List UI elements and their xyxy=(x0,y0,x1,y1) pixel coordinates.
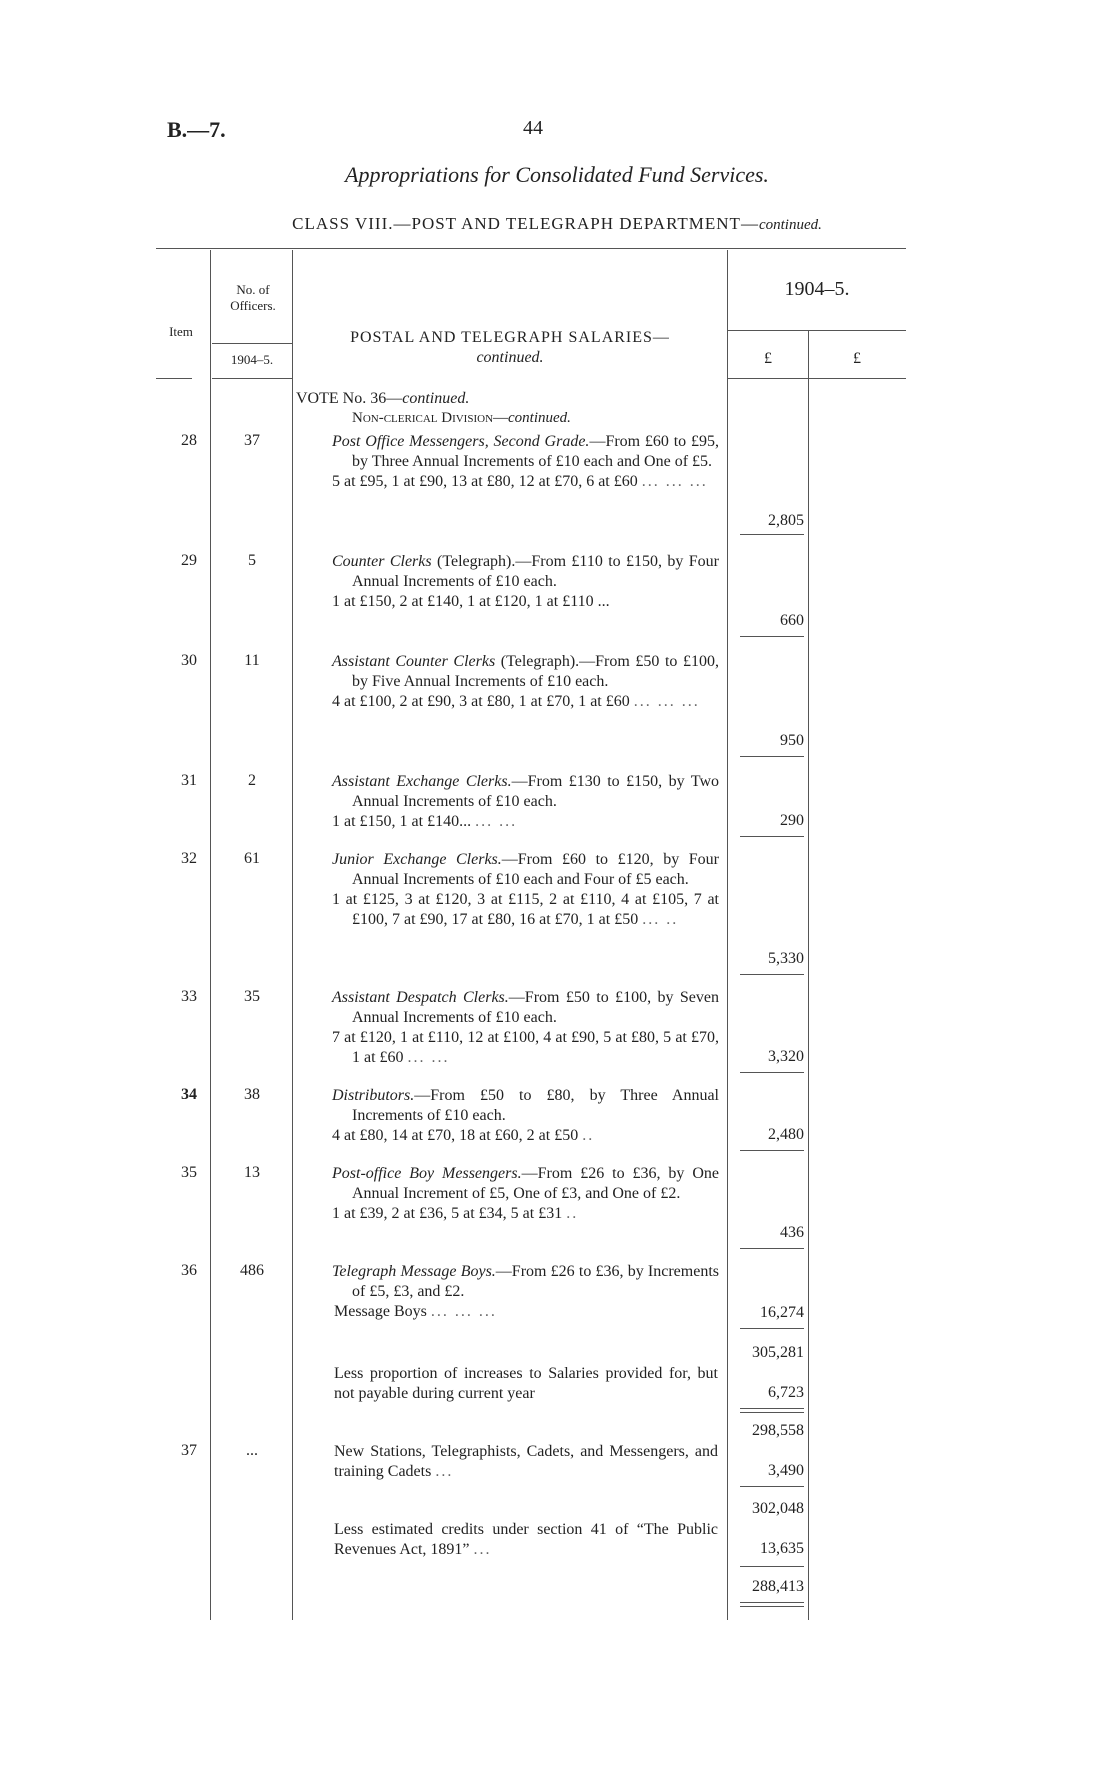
row-description: Counter Clerks (Telegraph).—From £110 to £150, by Four Annual Increments of £10 each. 1 at £150, 2 at £140, 1 at £120, 1 at £110 ... xyxy=(332,553,720,610)
row-amount: 3,320 xyxy=(768,1048,804,1065)
officer-count: 5 xyxy=(248,552,256,569)
officer-count: 61 xyxy=(244,850,260,867)
amount-rule xyxy=(740,636,804,637)
vote-heading: VOTE No. 36—continued. xyxy=(296,390,470,407)
new-stations-text: New Stations, Telegraphists, Cadets, and Messengers, and training Cadets ... xyxy=(334,1443,718,1480)
row-amount: 950 xyxy=(780,732,804,749)
less-increases-amount: 6,723 xyxy=(768,1384,804,1401)
amount-rule xyxy=(740,1486,804,1487)
officers-header-rule xyxy=(212,343,292,344)
row-amount: 16,274 xyxy=(760,1304,804,1321)
officer-count: 2 xyxy=(248,772,256,789)
table-top-rule xyxy=(156,248,906,249)
item-number: 37 xyxy=(181,1442,197,1459)
row-description: Distributors.—From £50 to £80, by Three Annual Increments of £10 each. 4 at £80, 14 at £70, 18 at £60, 2 at £50 .. xyxy=(332,1087,719,1144)
row-amount: 660 xyxy=(780,612,804,629)
amount-rule xyxy=(740,1606,804,1607)
year-column-header: 1904–5. xyxy=(784,278,850,300)
amount-rule xyxy=(740,1408,804,1409)
amount-header-bottom-rule xyxy=(728,378,906,379)
amount-rule xyxy=(740,534,804,535)
page-number: 44 xyxy=(523,117,543,139)
row-description: Assistant Exchange Clerks.—From £130 to £150, by Two Annual Increments of £10 each. 1 at £150, 1 at £140... ... ... xyxy=(332,773,719,830)
column-rule-officers xyxy=(292,250,293,1620)
row-description: Assistant Despatch Clerks.—From £50 to £100, by Seven Annual Increments of £10 each. 7 at £120, 1 at £110, 12 at £100, 4 at £90, 5 at £80, 5 at £70, 1 at £60 ... ... xyxy=(332,989,720,1066)
row-amount: 2,480 xyxy=(768,1126,804,1143)
row-amount: 290 xyxy=(780,812,804,829)
officer-count: 38 xyxy=(244,1086,260,1103)
officers-year-header: 1904–5. xyxy=(230,352,274,367)
amount-rule xyxy=(740,1072,804,1073)
item-number: 34 xyxy=(181,1086,197,1103)
item-column-header: Item xyxy=(169,324,193,339)
amount-rule xyxy=(740,1412,804,1413)
amount-rule xyxy=(740,974,804,975)
row-description: Telegraph Message Boys.—From £26 to £36, by Increments of £5, £3, and £2. Message Boys ... ... ... xyxy=(332,1263,719,1320)
amount-rule xyxy=(740,756,804,757)
item-number: 35 xyxy=(181,1164,197,1181)
column-rule-description xyxy=(727,250,728,1620)
item-number: 32 xyxy=(181,850,197,867)
row-amount: 5,330 xyxy=(768,950,804,967)
amount-rule xyxy=(740,1602,804,1603)
item-number: 28 xyxy=(181,432,197,449)
officer-count: ... xyxy=(246,1442,258,1459)
new-stations-amount: 3,490 xyxy=(768,1462,804,1479)
officer-count: 11 xyxy=(244,652,260,669)
row-description: Junior Exchange Clerks.—From £60 to £120, by Four Annual Increments of £10 each and Four of £5 each. 1 at £125, 3 at £120, 3 at £115, 2 at £110, 4 at £105, 7 at £100, 7 at £90, 17 at £80, 16 at £70, 1 at £50 ... .. xyxy=(332,851,720,928)
document-reference: B.—7. xyxy=(167,117,226,142)
item-number: 29 xyxy=(181,552,197,569)
subtotal-amount: 302,048 xyxy=(752,1500,804,1517)
subtotal-amount: 305,281 xyxy=(752,1344,804,1361)
row-description: Assistant Counter Clerks (Telegraph).—From £50 to £100, by Five Annual Increments of £10 each. 4 at £100, 2 at £90, 3 at £80, 1 at £70, 1 at £60 ... ... ... xyxy=(332,653,719,710)
amount-rule xyxy=(740,836,804,837)
row-amount: 2,805 xyxy=(768,512,804,529)
subtotal-amount: 298,558 xyxy=(752,1422,804,1439)
item-number: 36 xyxy=(181,1262,197,1279)
pound-column-2: £ xyxy=(853,350,861,367)
column-rule-amount xyxy=(808,330,809,1620)
amount-rule xyxy=(740,1328,804,1329)
row-description: Post-office Boy Messengers.—From £26 to £36, by One Annual Increment of £5, One of £3, and One of £2. 1 at £39, 2 at £36, 5 at £34, 5 at £31 .. xyxy=(332,1165,719,1222)
officers-column-header: No. of Officers. xyxy=(230,282,276,313)
row-amount: 436 xyxy=(780,1224,804,1241)
less-credits-text: Less estimated credits under section 41 of “The Public Revenues Act, 1891” ... xyxy=(334,1521,718,1558)
officer-count: 486 xyxy=(240,1262,264,1279)
amount-rule xyxy=(740,1248,804,1249)
class-title: CLASS VIII.—POST AND TELEGRAPH DEPARTMENT—continued. xyxy=(292,214,822,233)
item-number: 31 xyxy=(181,772,197,789)
section-title: POSTAL AND TELEGRAPH SALARIES— continued. xyxy=(350,329,670,366)
amount-header-rule xyxy=(728,330,906,331)
page-title: Appropriations for Consolidated Fund Services. xyxy=(345,162,769,187)
officer-count: 13 xyxy=(244,1164,260,1181)
final-total-amount: 288,413 xyxy=(752,1578,804,1595)
amount-rule xyxy=(740,1566,804,1567)
item-header-rule xyxy=(156,378,192,379)
officer-count: 35 xyxy=(244,988,260,1005)
item-number: 33 xyxy=(181,988,197,1005)
column-rule-item xyxy=(210,250,211,1620)
less-increases-text: Less proportion of increases to Salaries provided for, but not payable during current year xyxy=(334,1365,718,1402)
less-credits-amount: 13,635 xyxy=(760,1540,804,1557)
division-heading: Non-clerical Division—continued. xyxy=(352,410,571,426)
item-number: 30 xyxy=(181,652,197,669)
pound-column-1: £ xyxy=(764,350,772,367)
amount-rule xyxy=(740,1150,804,1151)
officers-header-bottom-rule xyxy=(212,378,292,379)
row-description: Post Office Messengers, Second Grade.—From £60 to £95, by Three Annual Increments of £10 each and One of £5. 5 at £95, 1 at £90, 13 at £80, 12 at £70, 6 at £60 ... ... ... xyxy=(332,433,719,490)
officer-count: 37 xyxy=(244,432,260,449)
